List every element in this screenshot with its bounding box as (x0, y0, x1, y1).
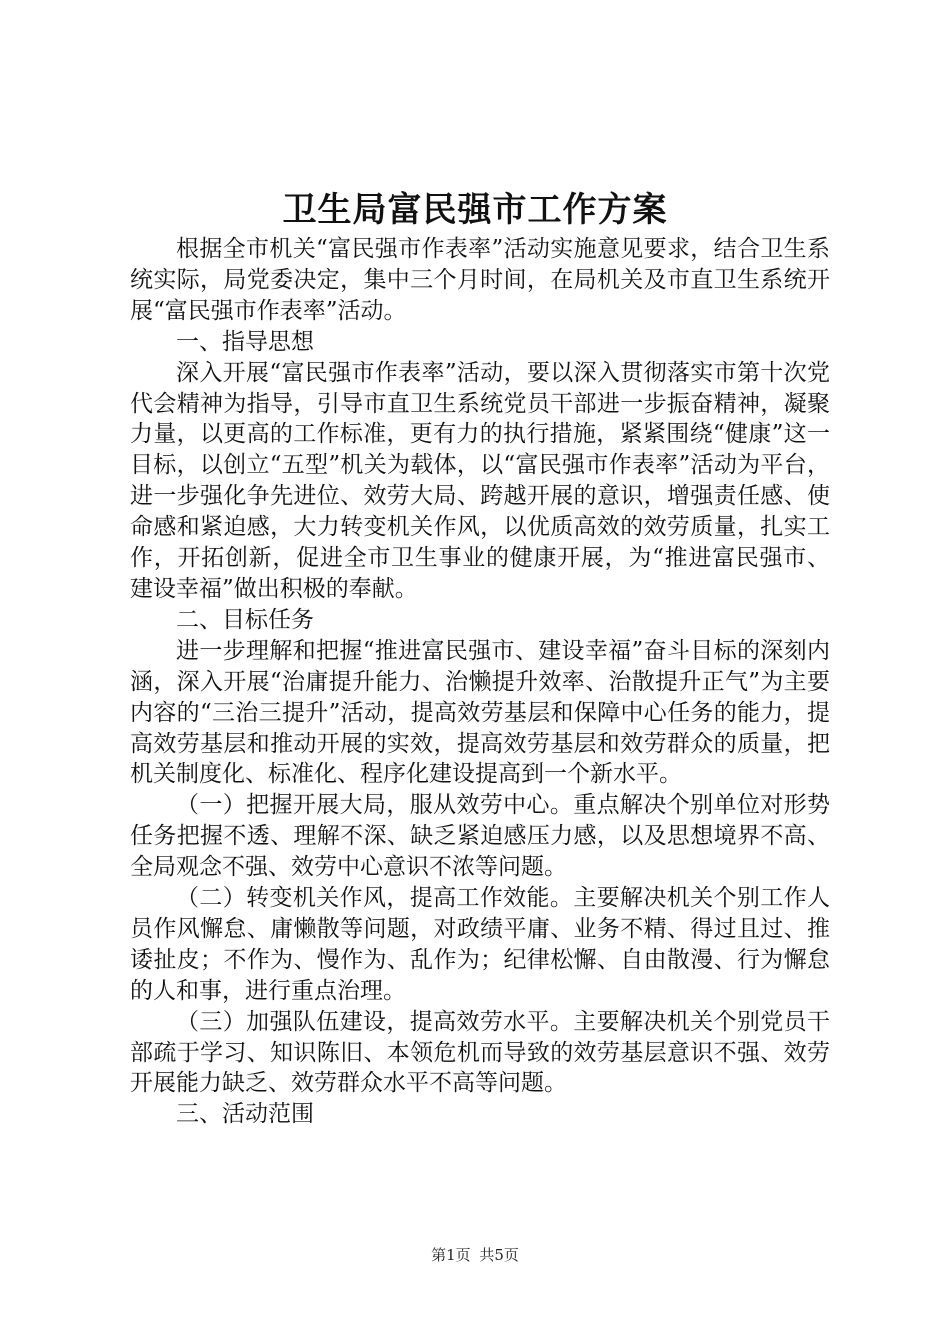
goals-paragraph: 进一步理解和把握“推进富民强市、建设幸福”奋斗目标的深刻内涵，深入开展“治庸提升能力、治懒提升效率、治散提升正气”为主要内容的“三治三提升”活动，提高效劳基层和保障中心任务的能力，提高效劳基层和推动开展的实效，提高效劳基层和效劳群众的质量，把机关制度化、标准化、程序化建设提高到一个新水平。 (130, 637, 830, 788)
total-pages: 共5页 (479, 1246, 519, 1264)
section-heading-guiding-ideology: 一、指导思想 (176, 328, 314, 355)
page-footer (0, 1245, 950, 1265)
section-heading-goals: 二、目标任务 (176, 606, 314, 633)
goal-item-1: （一）把握开展大局，服从效劳中心。重点解决个别单位对形势任务把握不透、理解不深、缺乏紧迫感压力感，以及思想境界不高、全局观念不强、效劳中心意识不浓等问题。 (130, 792, 830, 881)
document-body (130, 234, 830, 1130)
page-number: 第1页 (431, 1246, 471, 1264)
document-title: 卫生局富民强市工作方案 (282, 190, 668, 230)
goal-item-2: （二）转变机关作风，提高工作效能。主要解决机关个别工作人员作风懈怠、庸懒散等问题，对政绩平庸、业务不精、得过且过、推诿扯皮；不作为、慢作为、乱作为；纪律松懈、自由散漫、行为懈怠的人和事，进行重点治理。 (130, 885, 830, 1004)
intro-paragraph: 根据全市机关“富民强市作表率”活动实施意见要求，结合卫生系统实际，局党委决定，集中三个月时间，在局机关及市直卫生系统开展“富民强市作表率”活动。 (130, 236, 830, 324)
goal-item-3: （三）加强队伍建设，提高效劳水平。主要解决机关个别党员干部疏于学习、知识陈旧、本领危机而导致的效劳基层意识不强、效劳开展能力缺乏、效劳群众水平不高等问题。 (130, 1008, 830, 1097)
section-heading-scope: 三、活动范围 (176, 1101, 314, 1128)
guiding-ideology-paragraph: 深入开展“富民强市作表率”活动，要以深入贯彻落实市第十次党代会精神为指导，引导市直卫生系统党员干部进一步振奋精神，凝聚力量，以更高的工作标准，更有力的执行措施，紧紧围绕“健康”这一目标，以创立“五型”机关为载体，以“富民强市作表率”活动为平台，进一步强化争先进位、效劳大局、跨越开展的意识，增强责任感、使命感和紧迫感，大力转变机关作风，以优质高效的效劳质量，扎实工作，开拓创新，促进全市卫生事业的健康开展，为“推进富民强市、建设幸福”做出积极的奉献。 (130, 359, 830, 602)
